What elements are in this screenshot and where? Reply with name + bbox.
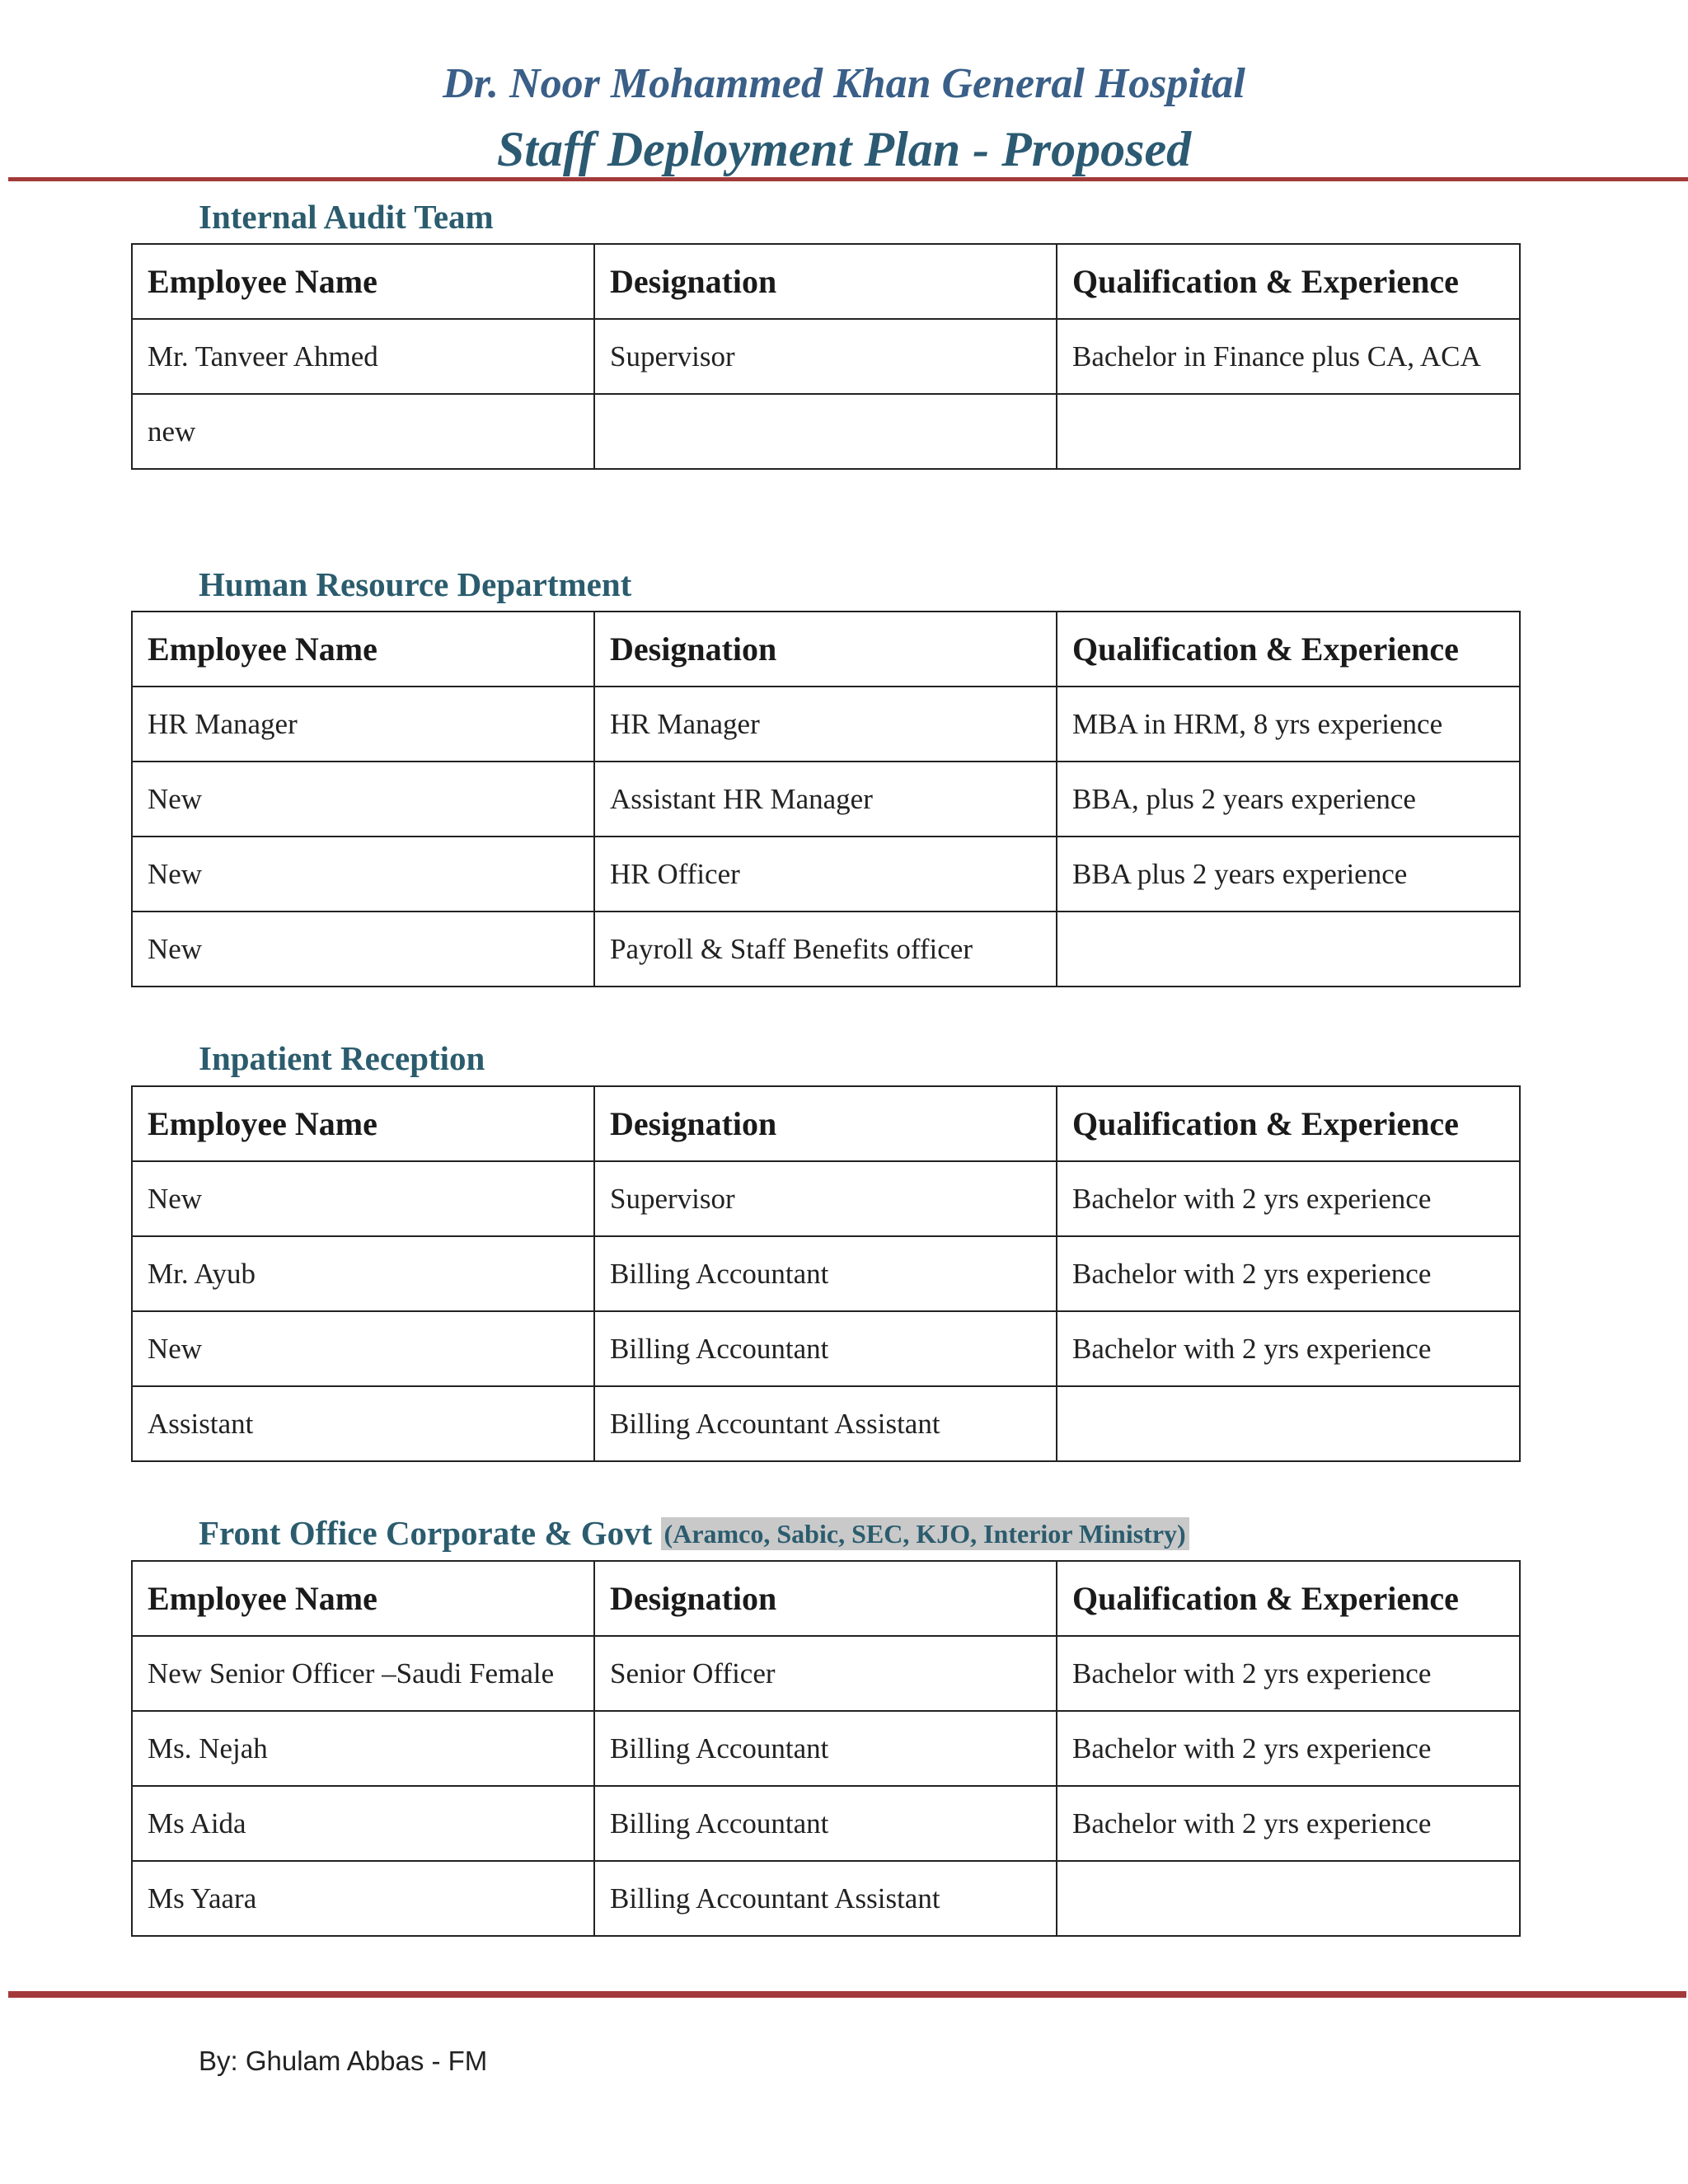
table-row [132, 394, 1520, 469]
table-row [132, 1786, 1520, 1861]
inpatient-reception-table [131, 1085, 1521, 1462]
column-header-qualification: Qualification & Experience [1057, 612, 1520, 687]
top-divider [8, 177, 1688, 181]
section-title-front-office [199, 1513, 1189, 1554]
column-header-qualification: Qualification & Experience [1057, 244, 1520, 319]
table-row [132, 1236, 1520, 1311]
column-header-designation: Designation [594, 244, 1057, 319]
employee-name-cell: Mr. Tanveer Ahmed [132, 319, 594, 394]
table-row [132, 762, 1520, 837]
designation-cell: Billing Accountant Assistant [594, 1386, 1057, 1461]
qualification-cell: BBA, plus 2 years experience [1057, 762, 1520, 837]
qualification-cell [1057, 912, 1520, 987]
designation-cell: Supervisor [594, 1161, 1057, 1236]
table-row [132, 319, 1520, 394]
qualification-cell: Bachelor with 2 yrs experience [1057, 1636, 1520, 1711]
page-title: Staff Deployment Plan - Proposed [496, 122, 1192, 176]
table-row [132, 687, 1520, 762]
designation-cell: Billing Accountant [594, 1786, 1057, 1861]
footer-author: By: Ghulam Abbas - FM [199, 2046, 488, 2076]
column-header-designation: Designation [594, 1561, 1057, 1636]
column-header-qualification: Qualification & Experience [1057, 1086, 1520, 1161]
designation-cell: Senior Officer [594, 1636, 1057, 1711]
section-title-inpatient-reception: Inpatient Reception [199, 1039, 485, 1077]
table-header-row [132, 612, 1520, 687]
employee-name-cell: New [132, 1161, 594, 1236]
column-header-employee-name: Employee Name [132, 612, 594, 687]
table-header-row [132, 1086, 1520, 1161]
employee-name-cell: New [132, 762, 594, 837]
qualification-cell [1057, 394, 1520, 469]
column-header-qualification: Qualification & Experience [1057, 1561, 1520, 1636]
qualification-cell: Bachelor with 2 yrs experience [1057, 1311, 1520, 1386]
table-row [132, 912, 1520, 987]
human-resource-table [131, 611, 1521, 987]
hospital-name: Dr. Noor Mohammed Khan General Hospital [443, 60, 1245, 107]
designation-cell: Billing Accountant [594, 1711, 1057, 1786]
employee-name-cell: New [132, 1311, 594, 1386]
column-header-employee-name: Employee Name [132, 244, 594, 319]
designation-cell: Billing Accountant Assistant [594, 1861, 1057, 1936]
designation-cell: Assistant HR Manager [594, 762, 1057, 837]
designation-cell: Billing Accountant [594, 1236, 1057, 1311]
client-list-note: (Aramco, Sabic, SEC, KJO, Interior Ministry) [661, 1517, 1189, 1550]
bottom-divider [8, 1991, 1686, 1998]
designation-cell: HR Manager [594, 687, 1057, 762]
designation-cell: Billing Accountant [594, 1311, 1057, 1386]
qualification-cell: MBA in HRM, 8 yrs experience [1057, 687, 1520, 762]
column-header-employee-name: Employee Name [132, 1086, 594, 1161]
qualification-cell: Bachelor with 2 yrs experience [1057, 1786, 1520, 1861]
table-row [132, 1386, 1520, 1461]
employee-name-cell: New [132, 837, 594, 912]
column-header-employee-name: Employee Name [132, 1561, 594, 1636]
qualification-cell [1057, 1386, 1520, 1461]
designation-cell: HR Officer [594, 837, 1057, 912]
employee-name-cell: Mr. Ayub [132, 1236, 594, 1311]
employee-name-cell: New Senior Officer –Saudi Female [132, 1636, 594, 1711]
qualification-cell: Bachelor with 2 yrs experience [1057, 1236, 1520, 1311]
table-row [132, 1311, 1520, 1386]
qualification-cell: Bachelor in Finance plus CA, ACA [1057, 319, 1520, 394]
designation-cell: Supervisor [594, 319, 1057, 394]
column-header-designation: Designation [594, 612, 1057, 687]
section-title-front-office-label: Front Office Corporate & Govt [199, 1514, 653, 1552]
qualification-cell: BBA plus 2 years experience [1057, 837, 1520, 912]
table-row [132, 1711, 1520, 1786]
designation-cell [594, 394, 1057, 469]
table-header-row [132, 244, 1520, 319]
employee-name-cell: Ms Yaara [132, 1861, 594, 1936]
table-header-row [132, 1561, 1520, 1636]
employee-name-cell: new [132, 394, 594, 469]
employee-name-cell: New [132, 912, 594, 987]
table-row [132, 1161, 1520, 1236]
column-header-designation: Designation [594, 1086, 1057, 1161]
qualification-cell [1057, 1861, 1520, 1936]
qualification-cell: Bachelor with 2 yrs experience [1057, 1711, 1520, 1786]
employee-name-cell: Ms Aida [132, 1786, 594, 1861]
employee-name-cell: Assistant [132, 1386, 594, 1461]
table-row [132, 837, 1520, 912]
table-row [132, 1636, 1520, 1711]
internal-audit-table [131, 243, 1521, 470]
section-title-human-resource: Human Resource Department [199, 565, 632, 603]
designation-cell: Payroll & Staff Benefits officer [594, 912, 1057, 987]
employee-name-cell: HR Manager [132, 687, 594, 762]
table-row [132, 1861, 1520, 1936]
front-office-table [131, 1560, 1521, 1937]
qualification-cell: Bachelor with 2 yrs experience [1057, 1161, 1520, 1236]
section-title-internal-audit: Internal Audit Team [199, 198, 494, 236]
employee-name-cell: Ms. Nejah [132, 1711, 594, 1786]
